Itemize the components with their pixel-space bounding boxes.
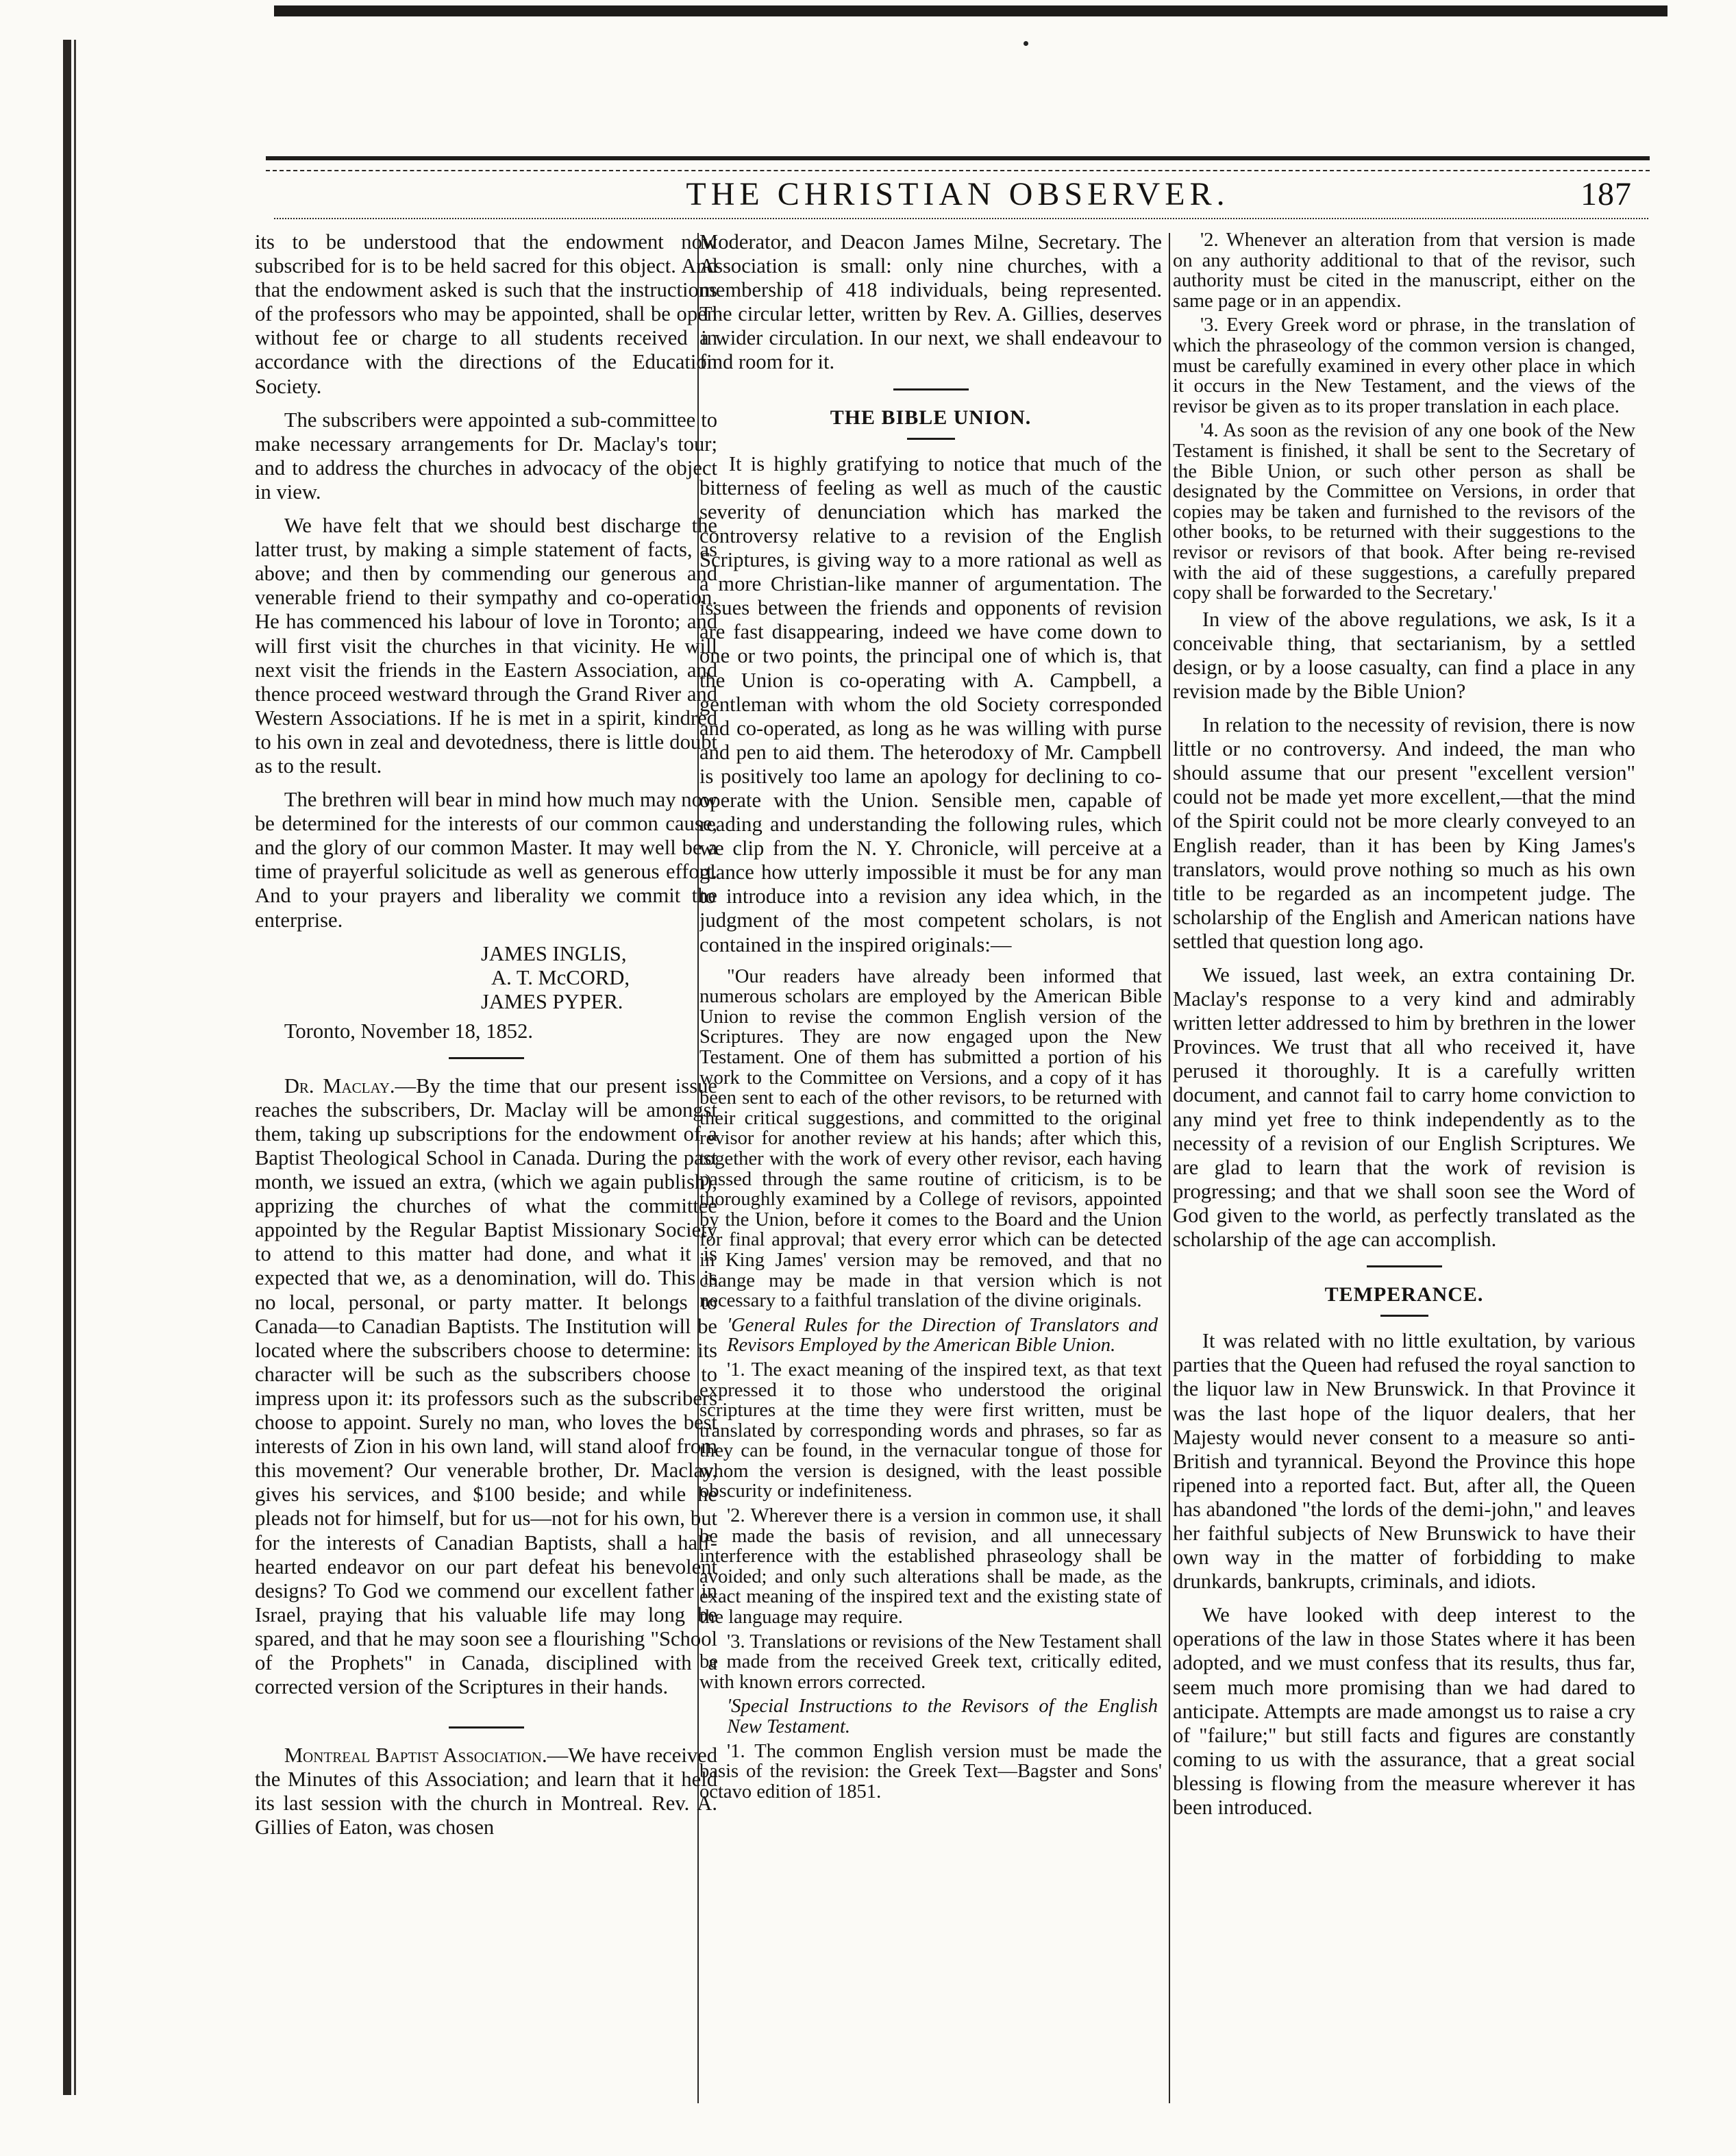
column-middle — [699, 230, 1162, 2107]
scan-top-rule — [274, 5, 1667, 16]
rule-item: '2. Whenever an alteration from that version is made on any authority additional to that of the revisor, such authority must be cited in the manuscript, either on the same page or in an appendix. — [1173, 230, 1635, 312]
rule-item: '2. Wherever there is a version in common use, it shall be made the basis of revision, and all unnecessary interference with the established phraseology shall be avoided; and only such alterations shall be made, as the exact meaning of the inspired text and the existing state of the language may require. — [699, 1505, 1162, 1628]
header-underline — [274, 218, 1648, 219]
rule-item: '4. As soon as the revision of any one book of the New Testament is finished, it shall be sent to the Secretary of the Bible Union, or such other person as shall be designated by the Committee on Versions, in order that copies may be taken and furnished to the revisors of the other books, to be returned with their suggestions to the revisor or revisors of that book. After being re-revised with the aid of these suggestions, a carefully prepared copy shall be forwarded to the Secretary.' — [1173, 420, 1635, 604]
column-right — [1173, 230, 1635, 2107]
header-rule-dashed — [266, 170, 1650, 171]
section-heading-temperance: TEMPERANCE. — [1324, 1283, 1484, 1306]
paragraph: It is highly gratifying to notice that much of the bitterness of feeling as well as much of the caustic severity of denunciation which has marked the controversy relative to a revision of the English Scriptures, is giving way to a more rational as well as a more Christian-like manner of argumentation. The issues between the friends and opponents of revision are fast disappearing, indeed we have come down to one or two points, the principal one of which is, that the Union is co-operating with A. Campbell, a gentleman with whom the old Society corresponded and co-operated, as long as he was willing with purse and pen to aid them. The heterodoxy of Mr. Campbell is positively too lame an apology for declining to co-operate with the Union. Sensible men, capable of reading and understanding the following rules, which we clip from the N. Y. Chronicle, will perceive at a glance how utterly impossible it must be for any man to introduce into a revision any idea which, in the judgment of the most competent scholars, is not contained in the inspired originals:— — [699, 451, 1162, 956]
heading-rule — [1380, 1315, 1428, 1317]
paragraph-text: —By the time that our present issue reaches the subscribers, Dr. Maclay will be amongst them, taking up subscriptions for the endowment of a Baptist Theological School in Canada. During the past month, we issued an extra, (which we again publish), apprizing the churches of what the committee appointed by the Regular Baptist Missionary Society to attend to this matter had done, and what it is expected that we, as a denomination, will do. This is no local, personal, or party matter. It belongs to Canada—to Canadian Baptists. The Institution will be located where the subscribers choose to determine: its character will be such as the subscribers choose to impress upon it: its professors such as the subscribers choose to appoint. Surely no man, who loves the best interests of Zion in his own land, will stand aloof from this movement? Our venerable brother, Dr. Maclay, gives his services, and $100 beside; and while he pleads not for himself, but for us—not for his own, but for the interests of Canadian Baptists, shall a half-hearted endeavor on our part defeat his benevolent designs? To God we commend our excellent father in Israel, praying that his valuable life may long be spared, and that he may soon see a flourishing "School of the Prophets" in Canada, disciplined with a corrected version of the Scriptures in their hands. — [255, 1074, 717, 1699]
run-in-heading: Montreal Baptist Association. — [284, 1744, 547, 1768]
paragraph: We have felt that we should best discharge the latter trust, by making a simple statement of facts, as above; and then by commending our generous and venerable friend to their sympathy and co-operation. He has commenced his labour of love in Toronto; and will first visit the churches in that vicinity. He will next visit the friends in the Eastern Association, and thence proceed westward through the Grand River and Western Associations. If he is met in a spirit, kindred to his own in zeal and devotedness, there is little doubt as to the result. — [255, 514, 717, 778]
scan-speck — [1024, 41, 1028, 46]
section-separator — [893, 388, 969, 391]
paragraph-montreal — [255, 1744, 717, 1839]
binding-edge-line — [74, 40, 76, 2095]
paragraph: In view of the above regulations, we ask, Is it a conceivable thing, that sectarianism, by a settled design, or by a loose casualty, can find a place in any revision made by the Bible Union? — [1173, 607, 1635, 703]
signature-name: A. T. McCORD, — [491, 965, 630, 989]
rule-item: '1. The exact meaning of the inspired text, as that text expressed it to those who understood the original scriptures at the time they were first written, must be translated by corresponding words and phrases, so far as they can be found, in the vernacular tongue of those for whom the version is designed, with the least possible obscurity or indefiniteness. — [699, 1359, 1162, 1502]
rule-item: '1. The common English version must be made the basis of the revision: the Greek Text—Bagster and Sons' octavo edition of 1851. — [699, 1740, 1162, 1802]
quoted-block — [699, 967, 1162, 1802]
subheading-special-instructions: 'Special Instructions to the Revisors of the English New Testament. — [727, 1696, 1158, 1737]
heading-rule — [907, 438, 955, 440]
header-rule — [266, 156, 1650, 160]
paragraph: Moderator, and Deacon James Milne, Secretary. The Association is small: only nine churches, with a membership of 418 individuals, being represented. The circular letter, written by Rev. A. Gillies, deserves a wider circulation. In our next, we shall endeavour to find room for it. — [699, 230, 1162, 374]
paragraph: The brethren will bear in mind how much may now be determined for the interests of our common cause, and the glory of our common Master. It may well be a time of prayerful solicitude as well as generous effort. And to your prayers and liberality we commit the enterprise. — [255, 788, 717, 932]
paragraph: We issued, last week, an extra containing Dr. Maclay's response to a very kind and admirably written letter addressed to him by brethren in the lower Provinces. We trust that all who received it, have perused it thoroughly. It is a carefully written document, and cannot fail to carry home conviction to any mind yet free to think independently as to the necessity of a revision of our English Scriptures. We are glad to learn that the work of revision is progressing; and that we shall soon see the Word of God given to the world, as perfectly translated as the scholarship of the age can accomplish. — [1173, 963, 1635, 1252]
rule-item: '3. Translations or revisions of the New Testament shall be made from the received Greek text, critically edited, with known errors corrected. — [699, 1631, 1162, 1693]
binding-edge — [63, 40, 71, 2095]
dateline: Toronto, November 18, 1852. — [284, 1019, 534, 1043]
section-heading-bible-union: THE BIBLE UNION. — [830, 406, 1032, 429]
subheading-general-rules: 'General Rules for the Direction of Translators and Revisors Employed by the American Bible Union. — [727, 1314, 1158, 1356]
paragraph: its to be understood that the endowment now subscribed for is to be held sacred for this object. And that the endowment asked is such that the instructions of the professors who may be appointed, shall be open without fee or charge to all students received in accordance with the directions of the Education Society. — [255, 230, 717, 398]
running-head — [266, 175, 1650, 221]
run-in-heading: Dr. Maclay. — [284, 1074, 395, 1098]
paragraph-maclay — [255, 1074, 717, 1699]
column-left — [255, 230, 717, 2107]
paragraph: The subscribers were appointed a sub-committee to make necessary arrangements for Dr. Maclay's tour; and to address the churches in advocacy of the object in view. — [255, 408, 717, 504]
journal-title: THE CHRISTIAN OBSERVER. — [686, 176, 1230, 212]
rule-item: '3. Every Greek word or phrase, in the translation of which the phraseology of the common version is changed, must be carefully examined in every other place in which it occurs in the New Testament, and the views of the revisor be given as to its proper translation in each place. — [1173, 314, 1635, 417]
paragraph: In relation to the necessity of revision, there is now little or no controversy. And indeed, the man who should assume that our present "excellent version" could not be made yet more excellent,—that the mind of the Spirit could not be more clearly conveyed to an English reader, than it has been by King James's translators, would prove nothing so much as his own title to be regarded as an incompetent judge. The scholarship of the English and American nations have settled that question long ago. — [1173, 713, 1635, 953]
section-separator — [449, 1057, 524, 1059]
signature-name: JAMES PYPER. — [481, 989, 623, 1013]
paragraph-text: —We have received the Minutes of this Association; and learn that it held its last session with the church in Montreal. Rev. A. Gillies of Eaton, was chosen — [255, 1744, 717, 1839]
page-number: 187 — [1580, 176, 1632, 212]
quoted-block — [1173, 230, 1635, 604]
quoted-paragraph: "Our readers have already been informed that numerous scholars are employed by the American Bible Union to revise the common English version of the Scriptures. They are now engaged upon the New Testament. One of them has submitted a portion of his work to the Committee on Versions, and a copy of it has been sent to each of the other revisors, to be returned with their critical suggestions, and committed to the original revisor for another review at his hands; after which this, together with the work of every other revisor, each having passed through the same routine of criticism, is to be thoroughly examined by a College of revisors, appointed by the Union, before it comes to the Board and the Union for final approval; that every error which can be detected in King James' version may be removed, and that no change may be made in that version which is not necessary to a faithful translation of the divine originals. — [699, 965, 1162, 1312]
column-rule-2 — [1169, 233, 1170, 2103]
section-separator — [1367, 1265, 1442, 1267]
section-separator — [449, 1726, 524, 1728]
signature-name: JAMES INGLIS, — [481, 941, 627, 965]
paragraph: We have looked with deep interest to the operations of the law in those States where it has been adopted, and we must confess that its results, thus far, seem much more promising than we had dared to anticipate. Attempts are made amongst us to raise a cry of "failure;" but still facts and figures are constantly coming to us with the assurance, that a great social blessing is flowing from the measure wherever it has been introduced. — [1173, 1603, 1635, 1819]
paragraph: It was related with no little exultation, by various parties that the Queen had refused the royal sanction to the liquor law in New Brunswick. In that Province it was the last hope of the liquor dealers, that her Majesty would never consent to a measure so anti-British and tyrannical. Beyond the Province this hope ripened into a reported fact. But, after all, the Queen has abandoned "the lords of the demi-john," and leaves her faithful subjects of New Brunswick to have their own way in the matter of forbidding to make drunkards, bankrupts, criminals, and idiots. — [1173, 1329, 1635, 1594]
